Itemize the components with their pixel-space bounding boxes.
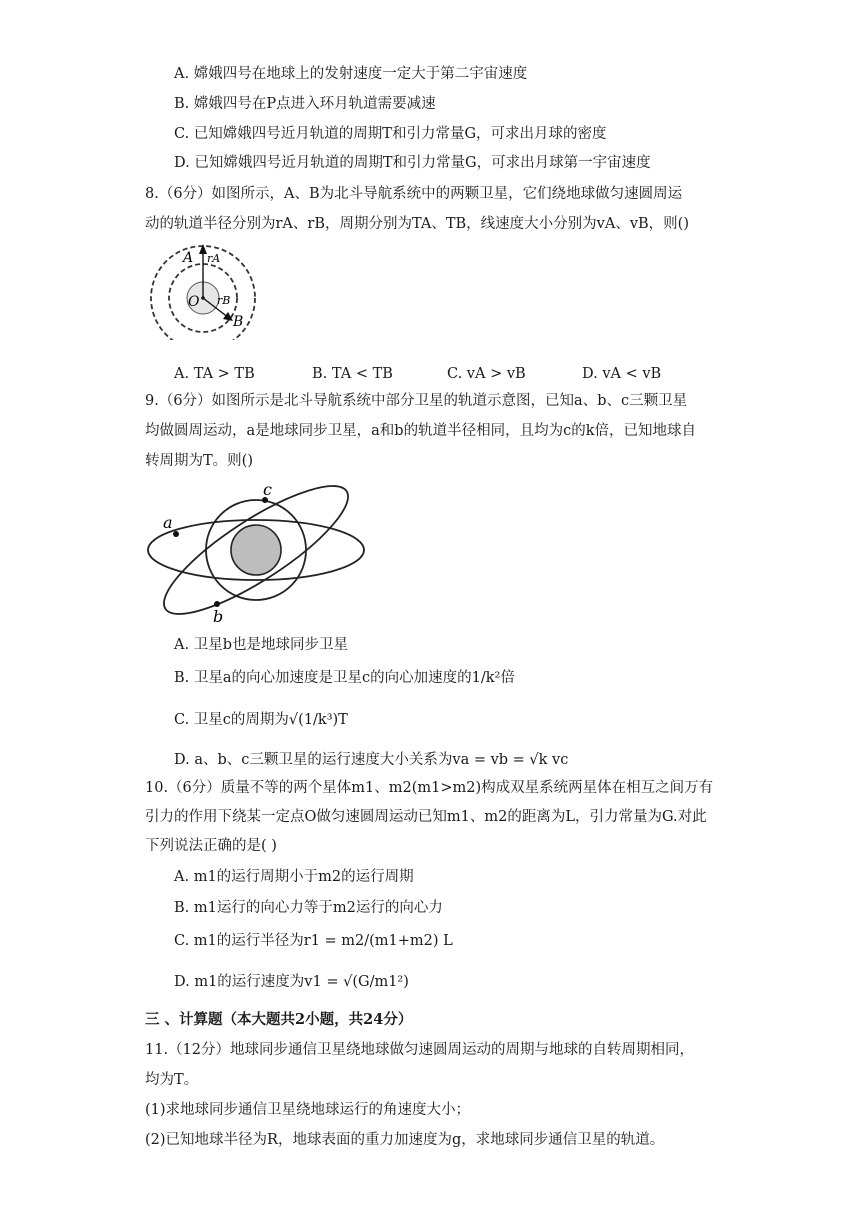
q11-sub2: (2)已知地球半径为R，地球表面的重力加速度为g，求地球同步通信卫星的轨道。 xyxy=(145,1132,665,1148)
q9-orbit-figure xyxy=(143,482,373,627)
label-b: B xyxy=(233,314,244,330)
q8-option-b: B. TA < TB xyxy=(312,366,393,382)
q8-orbit-figure xyxy=(143,240,263,340)
q9-option-a: A. 卫星b也是地球同步卫星 xyxy=(174,637,348,653)
q9-option-b: B. 卫星a的向心加速度是卫星c的向心加速度的1/k²倍 xyxy=(174,670,515,686)
q10-stem-line1: 10.（6分）质量不等的两个星体m1、m2(m1>m2)构成双星系统两星体在相互之间万有 xyxy=(145,780,714,796)
q10-stem-line3: 下列说法正确的是( ) xyxy=(145,838,277,854)
q9-stem-line2: 均做圆周运动，a是地球同步卫星，a和b的轨道半径相同，且均为c的k倍，已知地球自 xyxy=(145,423,696,439)
q11-sub1: (1)求地球同步通信卫星绕地球运行的角速度大小； xyxy=(145,1102,471,1118)
satellite-a xyxy=(173,531,179,537)
q7-option-c: C. 已知嫦娥四号近月轨道的周期T和引力常量G，可求出月球的密度 xyxy=(174,126,607,142)
section-heading: 三 、计算题（本大题共2小题，共24分） xyxy=(145,1011,413,1028)
q9-option-d: D. a、b、c三颗卫星的运行速度大小关系为va = vb = √k vc xyxy=(174,752,569,768)
label-c: c xyxy=(263,482,272,499)
q8-option-a: A. TA > TB xyxy=(174,366,255,382)
q8-option-c: C. vA > vB xyxy=(447,366,526,382)
label-a: a xyxy=(163,513,173,532)
q8-option-d: D. vA < vB xyxy=(582,366,662,382)
label-o: O xyxy=(188,294,200,310)
earth xyxy=(231,525,281,575)
q9-stem-line3: 转周期为T。则() xyxy=(145,453,253,469)
q10-option-d: D. m1的运行速度为v1 = √(G/m1²) xyxy=(174,974,409,990)
label-b: b xyxy=(213,607,224,626)
q7-option-a: A. 嫦娥四号在地球上的发射速度一定大于第二宇宙速度 xyxy=(174,66,528,82)
q8-stem-line2: 动的轨道半径分别为rA、rB，周期分别为TA、TB，线速度大小分别为vA、vB，则() xyxy=(145,216,689,232)
q10-option-c: C. m1的运行半径为r1 = m2/(m1+m2) L xyxy=(174,933,453,949)
q7-option-d: D. 已知嫦娥四号近月轨道的周期T和引力常量G，可求出月球第一宇宙速度 xyxy=(174,155,651,171)
q10-stem-line2: 引力的作用下绕某一定点O做匀速圆周运动已知m1、m2的距离为L，引力常量为G.对此 xyxy=(145,809,707,825)
q9-stem-line1: 9.（6分）如图所示是北斗导航系统中部分卫星的轨道示意图，已知a、b、c三颗卫星 xyxy=(145,393,688,409)
q8-stem-line1: 8.（6分）如图所示，A、B为北斗导航系统中的两颗卫星，它们绕地球做匀速圆周运 xyxy=(145,186,683,202)
q11-stem-line1: 11.（12分）地球同步通信卫星绕地球做匀速圆周运动的周期与地球的自转周期相同， xyxy=(145,1042,695,1058)
q7-option-b: B. 嫦娥四号在P点进入环月轨道需要减速 xyxy=(174,96,436,112)
q9-option-c: C. 卫星c的周期为√(1/k³)T xyxy=(174,712,348,728)
label-ra: rA xyxy=(207,252,221,265)
label-rb: rB xyxy=(217,294,231,307)
q11-stem-line2: 均为T。 xyxy=(145,1072,199,1088)
q10-option-b: B. m1运行的向心力等于m2运行的向心力 xyxy=(174,900,443,916)
label-a: A xyxy=(183,250,194,266)
q10-option-a: A. m1的运行周期小于m2的运行周期 xyxy=(174,869,414,885)
